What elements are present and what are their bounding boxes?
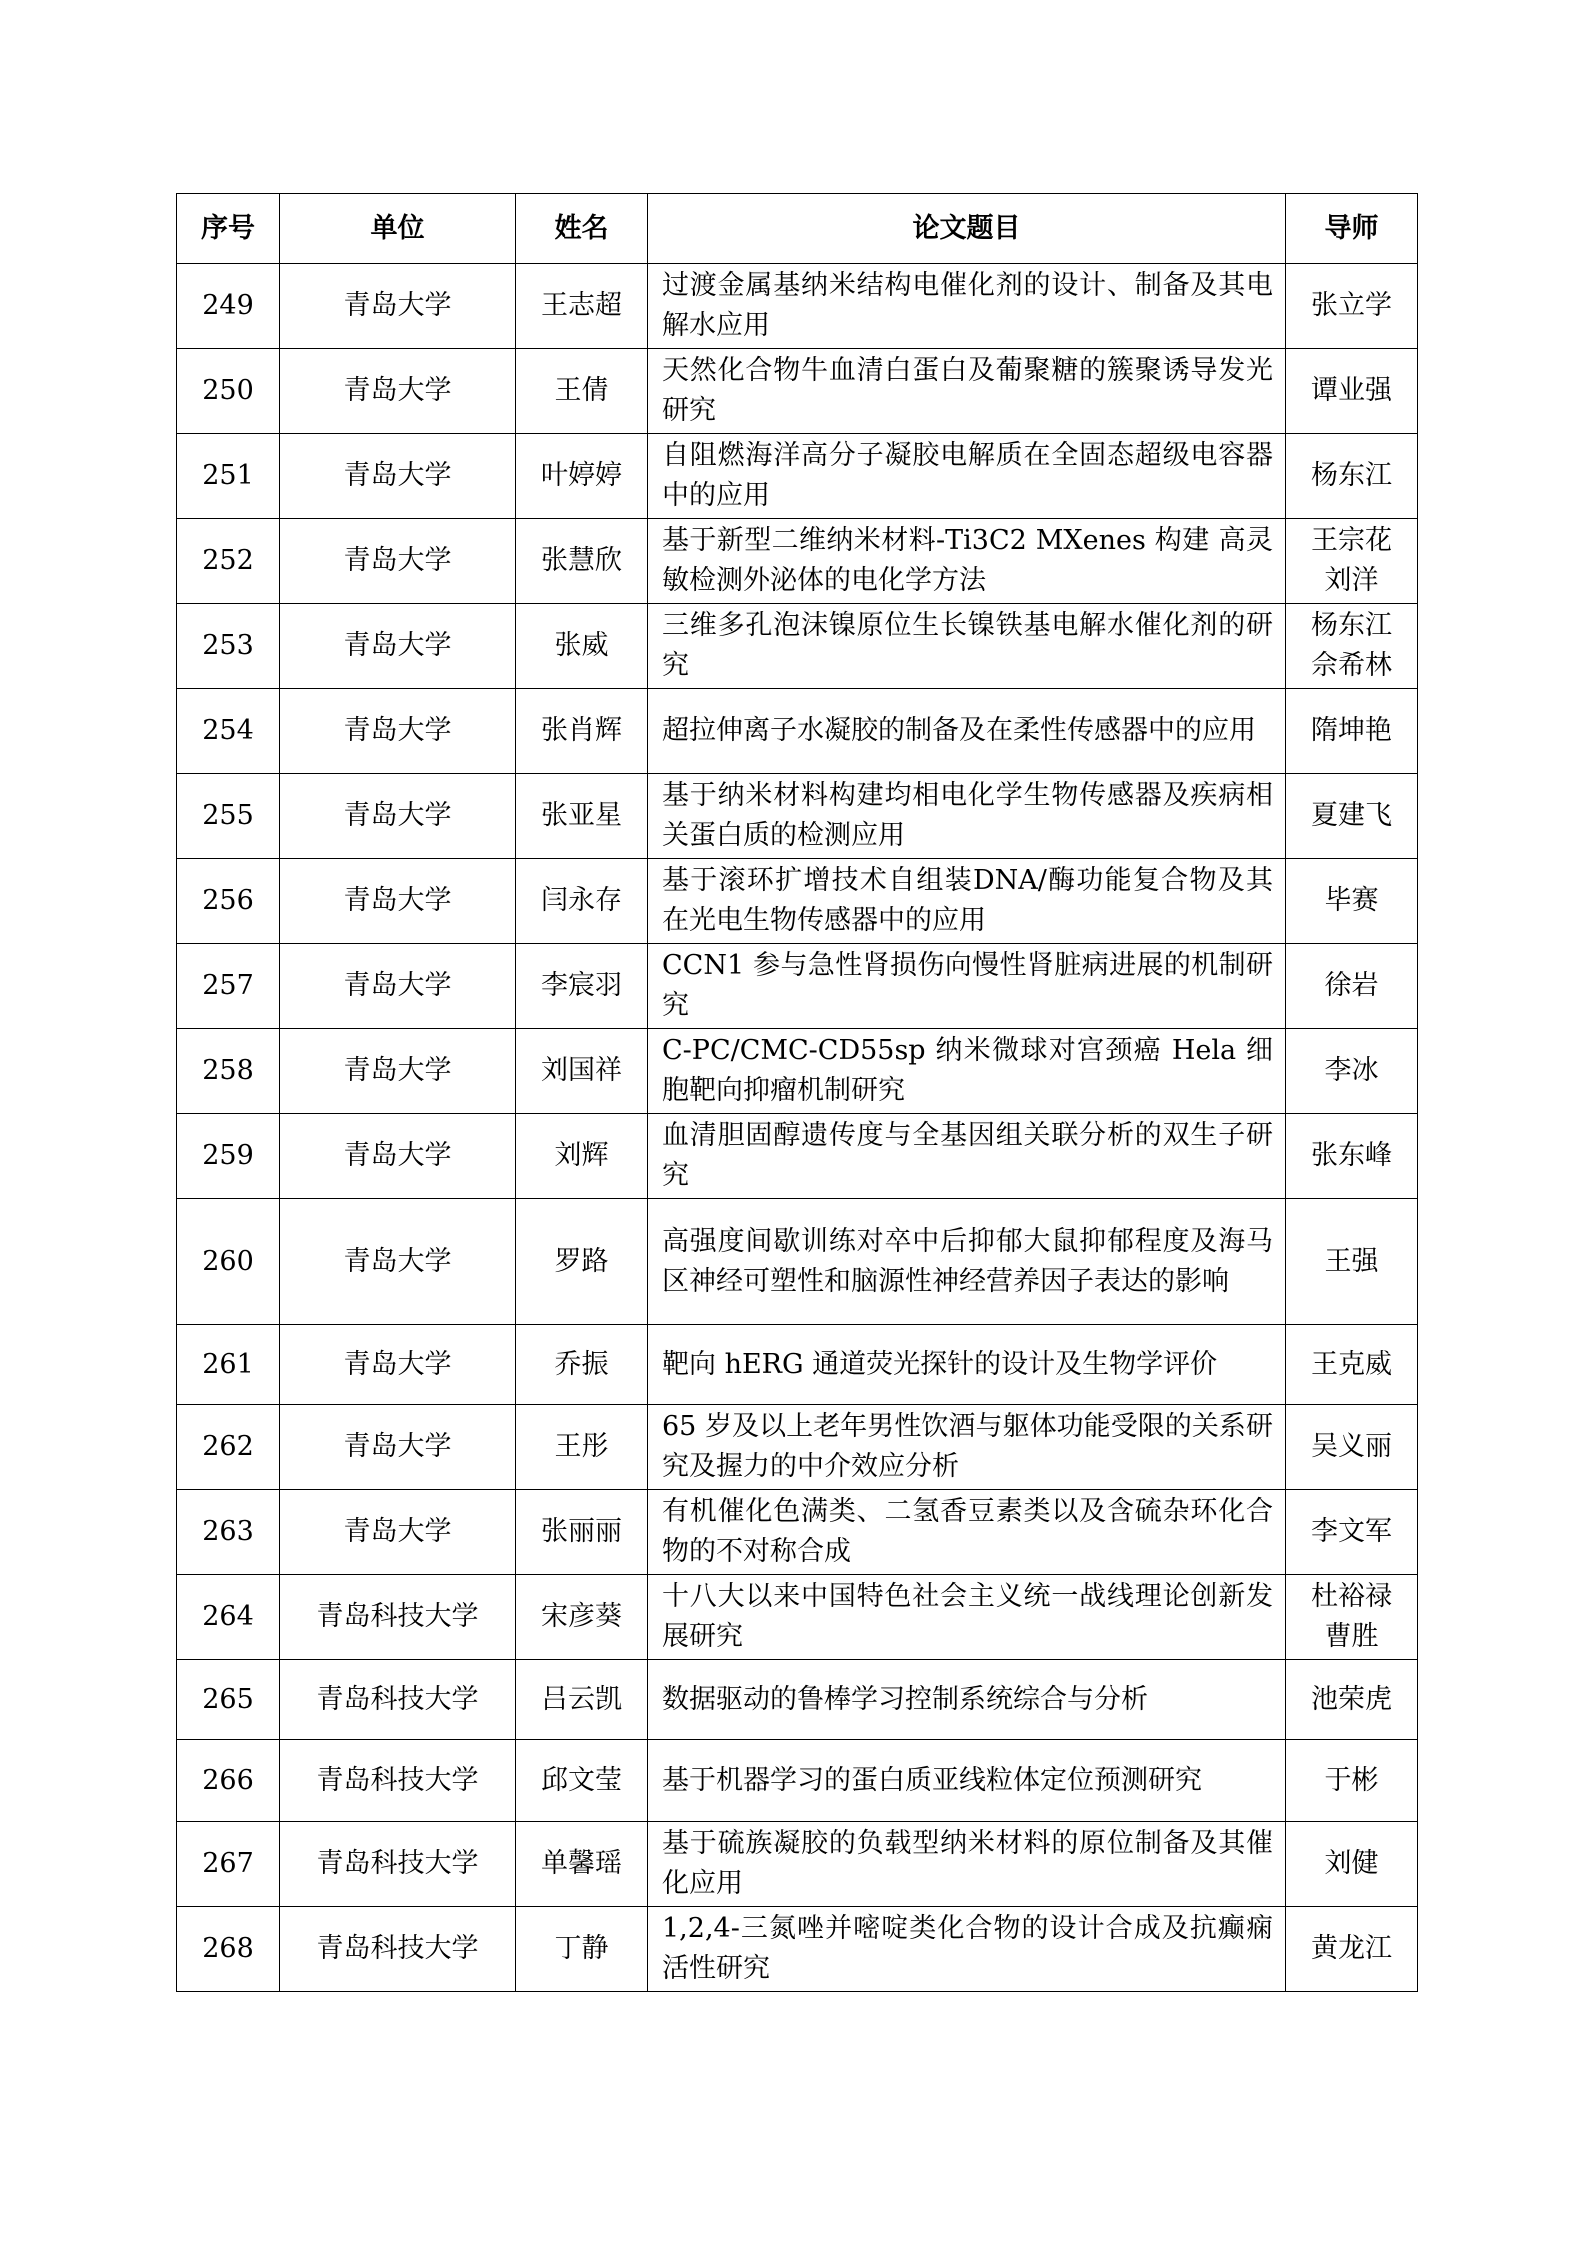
advisor-name: 李冰 <box>1324 1055 1379 1086</box>
advisor-name: 张东峰 <box>1311 1140 1392 1171</box>
cell-advisor <box>1286 689 1418 774</box>
cell-name: 张威 <box>516 604 648 689</box>
table-header-row <box>177 194 1418 264</box>
cell-title: 高强度间歇训练对卒中后抑郁大鼠抑郁程度及海马区神经可塑性和脑源性神经营养因子表达的影响 <box>648 1199 1286 1325</box>
cell-unit: 青岛大学 <box>280 689 516 774</box>
table-row <box>177 1029 1418 1114</box>
cell-name: 张肖辉 <box>516 689 648 774</box>
cell-title: 血清胆固醇遗传度与全基因组关联分析的双生子研究 <box>648 1114 1286 1199</box>
cell-advisor <box>1286 1325 1418 1405</box>
cell-unit: 青岛大学 <box>280 1114 516 1199</box>
cell-advisor <box>1286 434 1418 519</box>
cell-name: 宋彦葵 <box>516 1575 648 1660</box>
cell-unit: 青岛大学 <box>280 859 516 944</box>
cell-unit: 青岛大学 <box>280 944 516 1029</box>
cell-unit: 青岛科技大学 <box>280 1575 516 1660</box>
cell-unit: 青岛大学 <box>280 349 516 434</box>
cell-unit: 青岛科技大学 <box>280 1822 516 1907</box>
cell-no: 262 <box>177 1405 280 1490</box>
advisor-name: 池荣虎 <box>1311 1683 1392 1715</box>
table-row <box>177 859 1418 944</box>
cell-advisor <box>1286 1907 1418 1992</box>
table-row <box>177 1822 1418 1907</box>
cell-advisor <box>1286 519 1418 604</box>
header-name: 姓名 <box>516 194 648 264</box>
cell-title: 基于纳米材料构建均相电化学生物传感器及疾病相关蛋白质的检测应用 <box>648 774 1286 859</box>
cell-name: 罗路 <box>516 1199 648 1325</box>
header-advisor: 导师 <box>1286 194 1418 264</box>
cell-no: 259 <box>177 1114 280 1199</box>
table-row <box>177 349 1418 434</box>
cell-unit: 青岛大学 <box>280 434 516 519</box>
thesis-table <box>176 193 1418 1992</box>
cell-name: 乔振 <box>516 1325 648 1405</box>
cell-title: 基于机器学习的蛋白质亚线粒体定位预测研究 <box>648 1740 1286 1822</box>
advisor-name: 徐岩 <box>1324 970 1379 1001</box>
cell-no: 251 <box>177 434 280 519</box>
cell-no: 250 <box>177 349 280 434</box>
table-row <box>177 1660 1418 1740</box>
header-unit: 单位 <box>280 194 516 264</box>
cell-unit: 青岛大学 <box>280 774 516 859</box>
cell-advisor <box>1286 1575 1418 1660</box>
cell-unit: 青岛大学 <box>280 1405 516 1490</box>
cell-advisor <box>1286 1660 1418 1740</box>
advisor-name: 于彬 <box>1324 1764 1379 1796</box>
cell-no: 257 <box>177 944 280 1029</box>
table-row <box>177 1199 1418 1325</box>
cell-unit: 青岛大学 <box>280 264 516 349</box>
cell-name: 单馨瑶 <box>516 1822 648 1907</box>
advisor-name: 夏建飞 <box>1311 800 1392 831</box>
cell-advisor <box>1286 859 1418 944</box>
cell-title: 过渡金属基纳米结构电催化剂的设计、制备及其电解水应用 <box>648 264 1286 349</box>
header-title: 论文题目 <box>648 194 1286 264</box>
cell-unit: 青岛科技大学 <box>280 1660 516 1740</box>
table-row <box>177 264 1418 349</box>
cell-name: 叶婷婷 <box>516 434 648 519</box>
table-row <box>177 944 1418 1029</box>
cell-name: 刘辉 <box>516 1114 648 1199</box>
cell-advisor <box>1286 1490 1418 1575</box>
cell-no: 256 <box>177 859 280 944</box>
cell-title: 1,2,4-三氮唑并嘧啶类化合物的设计合成及抗癫痫活性研究 <box>648 1907 1286 1992</box>
advisor-name: 王宗花 <box>1311 525 1392 556</box>
cell-name: 吕云凯 <box>516 1660 648 1740</box>
table-row <box>177 1575 1418 1660</box>
cell-name: 张丽丽 <box>516 1490 648 1575</box>
cell-advisor <box>1286 774 1418 859</box>
advisor-name: 杜裕禄 <box>1311 1581 1392 1612</box>
cell-advisor <box>1286 349 1418 434</box>
cell-title: 65 岁及以上老年男性饮酒与躯体功能受限的关系研究及握力的中介效应分析 <box>648 1405 1286 1490</box>
cell-unit: 青岛大学 <box>280 1325 516 1405</box>
cell-unit: 青岛大学 <box>280 1029 516 1114</box>
advisor-name: 隋坤艳 <box>1311 715 1392 746</box>
cell-advisor <box>1286 1740 1418 1822</box>
cell-unit: 青岛科技大学 <box>280 1907 516 1992</box>
table-row <box>177 1114 1418 1199</box>
advisor-name: 刘洋 <box>1324 565 1379 596</box>
cell-advisor <box>1286 1114 1418 1199</box>
advisor-name: 曹胜 <box>1324 1621 1379 1652</box>
cell-name: 李宸羽 <box>516 944 648 1029</box>
advisor-name: 毕赛 <box>1324 885 1379 916</box>
cell-title: C-PC/CMC-CD55sp 纳米微球对宫颈癌 Hela 细胞靶向抑瘤机制研究 <box>648 1029 1286 1114</box>
cell-title: 有机催化色满类、二氢香豆素类以及含硫杂环化合物的不对称合成 <box>648 1490 1286 1575</box>
cell-name: 刘国祥 <box>516 1029 648 1114</box>
cell-name: 丁静 <box>516 1907 648 1992</box>
cell-title: 三维多孔泡沫镍原位生长镍铁基电解水催化剂的研究 <box>648 604 1286 689</box>
cell-title: 数据驱动的鲁棒学习控制系统综合与分析 <box>648 1660 1286 1740</box>
cell-advisor <box>1286 1405 1418 1490</box>
cell-unit: 青岛大学 <box>280 519 516 604</box>
advisor-name: 王强 <box>1324 1245 1379 1277</box>
cell-title: 靶向 hERG 通道荧光探针的设计及生物学评价 <box>648 1325 1286 1405</box>
cell-title: 超拉伸离子水凝胶的制备及在柔性传感器中的应用 <box>648 689 1286 774</box>
cell-unit: 青岛科技大学 <box>280 1740 516 1822</box>
cell-title: 天然化合物牛血清白蛋白及葡聚糖的簇聚诱导发光研究 <box>648 349 1286 434</box>
table-row <box>177 689 1418 774</box>
advisor-name: 杨东江 <box>1311 460 1392 491</box>
cell-no: 258 <box>177 1029 280 1114</box>
cell-advisor <box>1286 1199 1418 1325</box>
cell-name: 张亚星 <box>516 774 648 859</box>
table-row <box>177 434 1418 519</box>
table-row <box>177 1907 1418 1992</box>
advisor-name: 李文军 <box>1311 1516 1392 1547</box>
cell-no: 264 <box>177 1575 280 1660</box>
table-row <box>177 1740 1418 1822</box>
cell-name: 王彤 <box>516 1405 648 1490</box>
cell-advisor <box>1286 1029 1418 1114</box>
table-row <box>177 1325 1418 1405</box>
cell-no: 266 <box>177 1740 280 1822</box>
advisor-name: 杨东江 <box>1311 610 1392 641</box>
cell-no: 265 <box>177 1660 280 1740</box>
cell-unit: 青岛大学 <box>280 1490 516 1575</box>
advisor-name: 谭业强 <box>1311 375 1392 406</box>
cell-title: 基于硫族凝胶的负载型纳米材料的原位制备及其催化应用 <box>648 1822 1286 1907</box>
table-row <box>177 519 1418 604</box>
table-row <box>177 1490 1418 1575</box>
cell-title: CCN1 参与急性肾损伤向慢性肾脏病进展的机制研究 <box>648 944 1286 1029</box>
cell-advisor <box>1286 604 1418 689</box>
advisor-name: 吴义丽 <box>1311 1431 1392 1462</box>
cell-no: 268 <box>177 1907 280 1992</box>
table-row <box>177 604 1418 689</box>
cell-name: 张慧欣 <box>516 519 648 604</box>
cell-advisor <box>1286 264 1418 349</box>
advisor-name: 佘希林 <box>1311 650 1392 681</box>
cell-no: 267 <box>177 1822 280 1907</box>
advisor-name: 黄龙江 <box>1311 1933 1392 1964</box>
cell-title: 基于新型二维纳米材料-Ti3C2 MXenes 构建 高灵敏检测外泌体的电化学方法 <box>648 519 1286 604</box>
table-row <box>177 774 1418 859</box>
cell-title: 基于滚环扩增技术自组装DNA/酶功能复合物及其在光电生物传感器中的应用 <box>648 859 1286 944</box>
cell-unit: 青岛大学 <box>280 1199 516 1325</box>
header-no: 序号 <box>177 194 280 264</box>
cell-no: 253 <box>177 604 280 689</box>
cell-name: 王倩 <box>516 349 648 434</box>
cell-title: 十八大以来中国特色社会主义统一战线理论创新发展研究 <box>648 1575 1286 1660</box>
cell-name: 闫永存 <box>516 859 648 944</box>
cell-no: 263 <box>177 1490 280 1575</box>
cell-name: 王志超 <box>516 264 648 349</box>
advisor-name: 张立学 <box>1311 290 1392 321</box>
cell-no: 261 <box>177 1325 280 1405</box>
cell-name: 邱文莹 <box>516 1740 648 1822</box>
table-row <box>177 1405 1418 1490</box>
table-body <box>177 264 1418 1992</box>
cell-no: 255 <box>177 774 280 859</box>
cell-advisor <box>1286 1822 1418 1907</box>
cell-unit: 青岛大学 <box>280 604 516 689</box>
advisor-name: 刘健 <box>1324 1848 1379 1879</box>
cell-no: 249 <box>177 264 280 349</box>
cell-no: 252 <box>177 519 280 604</box>
advisor-name: 王克威 <box>1311 1348 1392 1380</box>
cell-advisor <box>1286 944 1418 1029</box>
cell-title: 自阻燃海洋高分子凝胶电解质在全固态超级电容器中的应用 <box>648 434 1286 519</box>
cell-no: 260 <box>177 1199 280 1325</box>
cell-no: 254 <box>177 689 280 774</box>
